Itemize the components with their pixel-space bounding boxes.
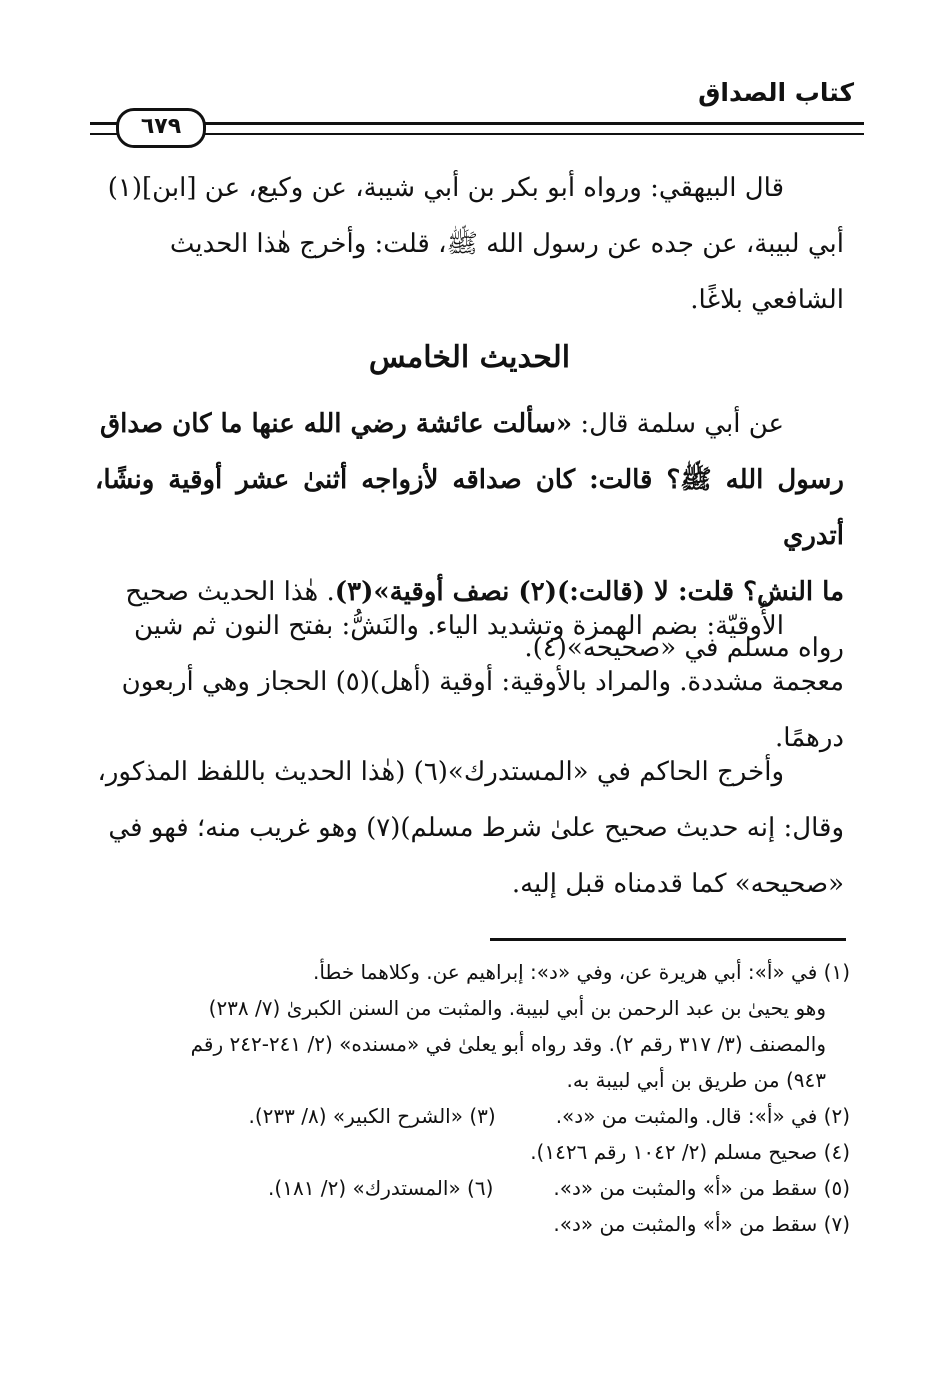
paragraph-2-line-1-plain: عن أبي سلمة قال: — [572, 409, 784, 439]
footnote-1-line-4: ٩٤٣) من طريق بن أبي لبيبة به. — [566, 1068, 826, 1092]
footnote-row-2-3 — [95, 1098, 850, 1134]
footnote-1-line-1: (١) في «أ»: أبي هريرة عن، وفي «د»: إبراهيم عن. وكلاهما خطأ. — [312, 960, 850, 984]
footnotes — [95, 954, 850, 1242]
paragraph-4 — [95, 744, 844, 912]
paragraph-1-line-3: الشافعي بلاغًا. — [690, 285, 844, 315]
page-number: ٦٧٩ — [116, 108, 206, 148]
header-rule — [90, 122, 864, 135]
footnote-row-5-6 — [95, 1170, 850, 1206]
footnote-6: (٦) «المستدرك» (٢/ ١٨١). — [268, 1176, 494, 1200]
section-heading: الحديث الخامس — [368, 340, 571, 375]
paragraph-1-line-2: أبي لبيبة، عن جده عن رسول الله ﷺ، قلت: وأخرج هٰذا الحديث — [169, 229, 844, 259]
paragraph-2-line-3-bold: ما النش؟ قلت: لا (قالت:)(٢) نصف أوقية»(٣) — [334, 577, 844, 607]
paragraph-2-line-1 — [95, 396, 844, 452]
footnote-4: (٤) صحيح مسلم (٢/ ١٠٤٢ رقم ١٤٢٦). — [530, 1140, 850, 1164]
paragraph-3-line-2: معجمة مشددة. والمراد بالأوقية: أوقية (أهل)(٥) الحجاز وهي أربعون — [121, 667, 844, 697]
footnote-separator — [490, 938, 846, 941]
paragraph-3 — [95, 598, 844, 766]
paragraph-1-line-1: قال البيهقي: ورواه أبو بكر بن أبي شيبة، عن وكيع، عن [ابن](١) — [107, 173, 784, 203]
paragraph-3-line-3: درهمًا. — [774, 723, 844, 753]
footnote-1-line-3: والمصنف (٣/ ٣١٧ رقم ٢). وقد رواه أبو يعلىٰ في «مسنده» (٢/ ٢٤١-٢٤٢ رقم — [190, 1032, 826, 1056]
footnote-2: (٢) في «أ»: قال. والمثبت من «د». — [555, 1104, 850, 1128]
paragraph-4-line-3: «صحيحه» كما قدمناه قبل إليه. — [511, 869, 844, 899]
paragraph-2-line-3-plain: . هٰذا الحديث صحيح — [125, 577, 335, 607]
paragraph-2-line-1-bold: «سألت عائشة رضي الله عنها ما كان صداق — [99, 409, 573, 439]
paragraph-4-line-1: وأخرج الحاكم في «المستدرك»(٦) (هٰذا الحديث باللفظ المذكور، — [97, 757, 784, 787]
paragraph-4-line-2: وقال: إنه حديث صحيح علىٰ شرط مسلم)(٧) وهو غريب منه؛ فهو في — [108, 813, 844, 843]
running-header-title: كتاب الصداق — [698, 78, 854, 107]
paragraph-1 — [95, 160, 844, 328]
footnote-1-line-2: وهو يحيىٰ بن عبد الرحمن بن أبي لبيبة. والمثبت من السنن الكبرىٰ (٧/ ٢٣٨) — [208, 996, 826, 1020]
footnote-3: (٣) «الشرح الكبير» (٨/ ٢٣٣). — [248, 1104, 496, 1128]
paragraph-3-line-1: الأُوقيّة: بضم الهمزة وتشديد الياء. والنَشُّ: بفتح النون ثم شين — [133, 611, 784, 641]
paragraph-2-line-4: رواه مسلم في «صحيحه»(٤). — [524, 633, 844, 663]
footnote-5: (٥) سقط من «أ» والمثبت من «د». — [553, 1176, 850, 1200]
paragraph-2-line-2: رسول الله ﷺ؟ قالت: كان صداقه لأزواجه أثنىٰ عشر أوقية ونشًا، أتدري — [95, 465, 844, 551]
footnote-7: (٧) سقط من «أ» والمثبت من «د». — [553, 1212, 850, 1236]
